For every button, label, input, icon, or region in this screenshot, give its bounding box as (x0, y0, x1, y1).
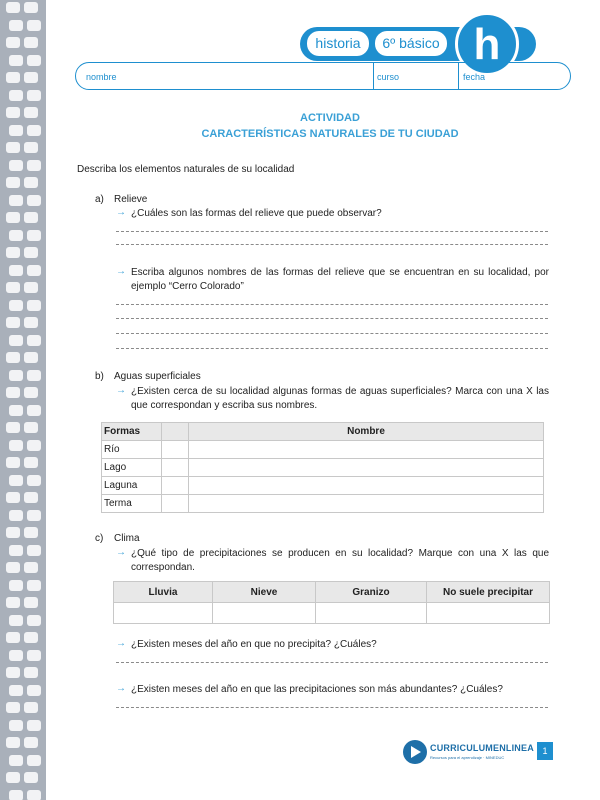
binding-hole (24, 527, 38, 538)
binding-hole (24, 212, 38, 223)
binding-hole (6, 72, 20, 83)
binding-hole (27, 650, 41, 661)
binding-hole (24, 492, 38, 503)
name-cell[interactable] (189, 441, 544, 459)
binding-hole (9, 55, 23, 66)
date-field-label: fecha (463, 72, 486, 82)
section-c-question-2: ¿Existen meses del año en que no precipita? ¿Cuáles? (131, 639, 377, 650)
binding-hole (24, 667, 38, 678)
binding-hole (27, 755, 41, 766)
binding-hole (27, 790, 41, 800)
answer-line[interactable] (116, 318, 548, 319)
binding-hole (9, 20, 23, 31)
activity-subtitle: CARACTERÍSTICAS NATURALES DE TU CIUDAD (201, 128, 459, 140)
binding-hole (27, 510, 41, 521)
table-row (102, 441, 544, 459)
binding-hole (6, 142, 20, 153)
section-c-question-3: ¿Existen meses del año en que las precipitaciones son más abundantes? ¿Cuáles? (131, 684, 503, 695)
brand-logo (403, 740, 534, 770)
arrow-icon: → (116, 266, 126, 277)
play-arrow-icon (403, 740, 427, 764)
binding-hole (24, 772, 38, 783)
binding-hole (6, 562, 20, 573)
mark-cell[interactable] (114, 603, 213, 624)
binding-hole (6, 352, 20, 363)
mark-cell[interactable] (427, 603, 550, 624)
binding-hole (6, 422, 20, 433)
binding-hole (9, 440, 23, 451)
binding-hole (9, 300, 23, 311)
binding-hole (6, 317, 20, 328)
binding-hole (6, 177, 20, 188)
answer-line[interactable] (116, 707, 548, 708)
binding-hole (24, 142, 38, 153)
binding-hole (9, 370, 23, 381)
binding-hole (24, 72, 38, 83)
course-field-label: curso (377, 72, 400, 82)
binding-hole (24, 562, 38, 573)
binding-hole (6, 107, 20, 118)
arrow-icon: → (116, 207, 126, 218)
binding-hole (24, 317, 38, 328)
subject-tab: historia (307, 31, 369, 56)
binding-hole (24, 352, 38, 363)
binding-hole (9, 790, 23, 800)
binding-hole (27, 55, 41, 66)
binding-hole (24, 107, 38, 118)
binding-hole (27, 335, 41, 346)
binding-hole (6, 597, 20, 608)
binding-hole (27, 125, 41, 136)
table-header: No suele precipitar (427, 582, 550, 603)
binding-hole (27, 685, 41, 696)
section-a-marker: a) (95, 194, 104, 205)
binding-hole (24, 177, 38, 188)
water-forms-table (101, 422, 544, 513)
answer-line[interactable] (116, 662, 548, 663)
binding-hole (24, 457, 38, 468)
binding-hole (6, 2, 20, 13)
binding-hole (6, 387, 20, 398)
name-field-label: nombre (86, 72, 117, 82)
table-header: Granizo (316, 582, 427, 603)
table-header: Lluvia (114, 582, 213, 603)
binding-hole (24, 597, 38, 608)
binding-hole (9, 195, 23, 206)
binding-hole (24, 702, 38, 713)
section-b-question: ¿Existen cerca de su localidad algunas formas de aguas superficiales? Marca con una X las que correspondan y escriba sus nombres. (131, 386, 549, 411)
binding-hole (9, 755, 23, 766)
section-a-question-1: ¿Cuáles son las formas del relieve que puede observar? (131, 208, 382, 219)
mark-cell[interactable] (162, 459, 189, 477)
binding-hole (24, 632, 38, 643)
binding-hole (27, 440, 41, 451)
binding-hole (24, 387, 38, 398)
table-row (102, 477, 544, 495)
arrow-icon: → (116, 547, 126, 558)
name-cell[interactable] (189, 477, 544, 495)
binding-hole (6, 737, 20, 748)
binding-hole (9, 335, 23, 346)
subject-logo: h (455, 12, 519, 76)
binding-hole (9, 510, 23, 521)
binding-hole (27, 475, 41, 486)
binding-hole (27, 300, 41, 311)
table-cell: Lago (102, 459, 162, 477)
binding-hole (27, 615, 41, 626)
binding-hole (27, 20, 41, 31)
binding-hole (24, 422, 38, 433)
name-cell[interactable] (189, 459, 544, 477)
arrow-icon: → (116, 683, 126, 694)
section-a-question-2: Escriba algunos nombres de las formas del relieve que se encuentran en su localidad, por ejemplo “Cerro Colorado” (131, 267, 549, 292)
arrow-icon: → (116, 385, 126, 396)
binding-hole (9, 475, 23, 486)
binding-hole (9, 265, 23, 276)
section-c-question-1: ¿Qué tipo de precipitaciones se producen en su localidad? Marque con una X las que correspondan. (131, 548, 549, 573)
binding-hole (27, 230, 41, 241)
student-info-bar (75, 62, 571, 90)
binding-hole (6, 212, 20, 223)
mark-cell[interactable] (316, 603, 427, 624)
info-separator (458, 63, 459, 89)
binding-hole (9, 650, 23, 661)
mark-cell[interactable] (162, 441, 189, 459)
answer-line[interactable] (116, 231, 548, 232)
binding-strip (0, 0, 46, 800)
section-c-marker: c) (95, 533, 104, 544)
section-b-marker: b) (95, 371, 104, 382)
binding-hole (24, 2, 38, 13)
section-c-heading: Clima (114, 533, 140, 544)
binding-hole (6, 247, 20, 258)
answer-line[interactable] (116, 244, 548, 245)
table-cell: Terma (102, 495, 162, 513)
info-separator (373, 63, 374, 89)
table-row (102, 495, 544, 513)
precipitation-table (113, 581, 550, 624)
binding-hole (27, 720, 41, 731)
binding-hole (9, 90, 23, 101)
binding-hole (27, 580, 41, 591)
table-header: Formas (102, 423, 162, 441)
page-number: 1 (537, 742, 553, 760)
binding-hole (24, 247, 38, 258)
binding-hole (9, 720, 23, 731)
grade-tab: 6º básico (375, 31, 447, 56)
table-row (102, 459, 544, 477)
binding-hole (6, 702, 20, 713)
table-row (114, 603, 550, 624)
brand-tagline: Recursos para el aprendizaje · MINEDUC (430, 755, 505, 760)
table-cell: Río (102, 441, 162, 459)
binding-hole (27, 370, 41, 381)
mark-cell[interactable] (213, 603, 316, 624)
brand-name: CURRICULUMENLINEA (430, 743, 534, 753)
section-a-heading: Relieve (114, 194, 148, 205)
binding-hole (9, 405, 23, 416)
binding-hole (9, 615, 23, 626)
table-cell: Laguna (102, 477, 162, 495)
binding-hole (24, 737, 38, 748)
binding-hole (9, 230, 23, 241)
binding-hole (27, 405, 41, 416)
binding-hole (27, 545, 41, 556)
binding-hole (6, 632, 20, 643)
arrow-icon: → (116, 638, 126, 649)
mark-cell[interactable] (162, 477, 189, 495)
section-b-heading: Aguas superficiales (114, 371, 201, 382)
binding-hole (9, 580, 23, 591)
table-header: Nieve (213, 582, 316, 603)
binding-hole (9, 685, 23, 696)
binding-hole (27, 195, 41, 206)
binding-hole (6, 457, 20, 468)
activity-title: ACTIVIDAD (300, 112, 360, 124)
answer-line[interactable] (116, 304, 548, 305)
table-header (162, 423, 189, 441)
binding-hole (6, 37, 20, 48)
binding-hole (9, 160, 23, 171)
binding-hole (27, 265, 41, 276)
binding-hole (27, 160, 41, 171)
binding-hole (27, 90, 41, 101)
binding-hole (6, 282, 20, 293)
name-cell[interactable] (189, 495, 544, 513)
binding-hole (6, 527, 20, 538)
binding-hole (24, 282, 38, 293)
mark-cell[interactable] (162, 495, 189, 513)
table-header: Nombre (189, 423, 544, 441)
answer-line[interactable] (116, 348, 548, 349)
binding-hole (24, 37, 38, 48)
instructions: Describa los elementos naturales de su localidad (77, 164, 295, 175)
binding-hole (9, 125, 23, 136)
answer-line[interactable] (116, 333, 548, 334)
binding-hole (6, 667, 20, 678)
binding-hole (6, 492, 20, 503)
binding-hole (9, 545, 23, 556)
binding-hole (6, 772, 20, 783)
